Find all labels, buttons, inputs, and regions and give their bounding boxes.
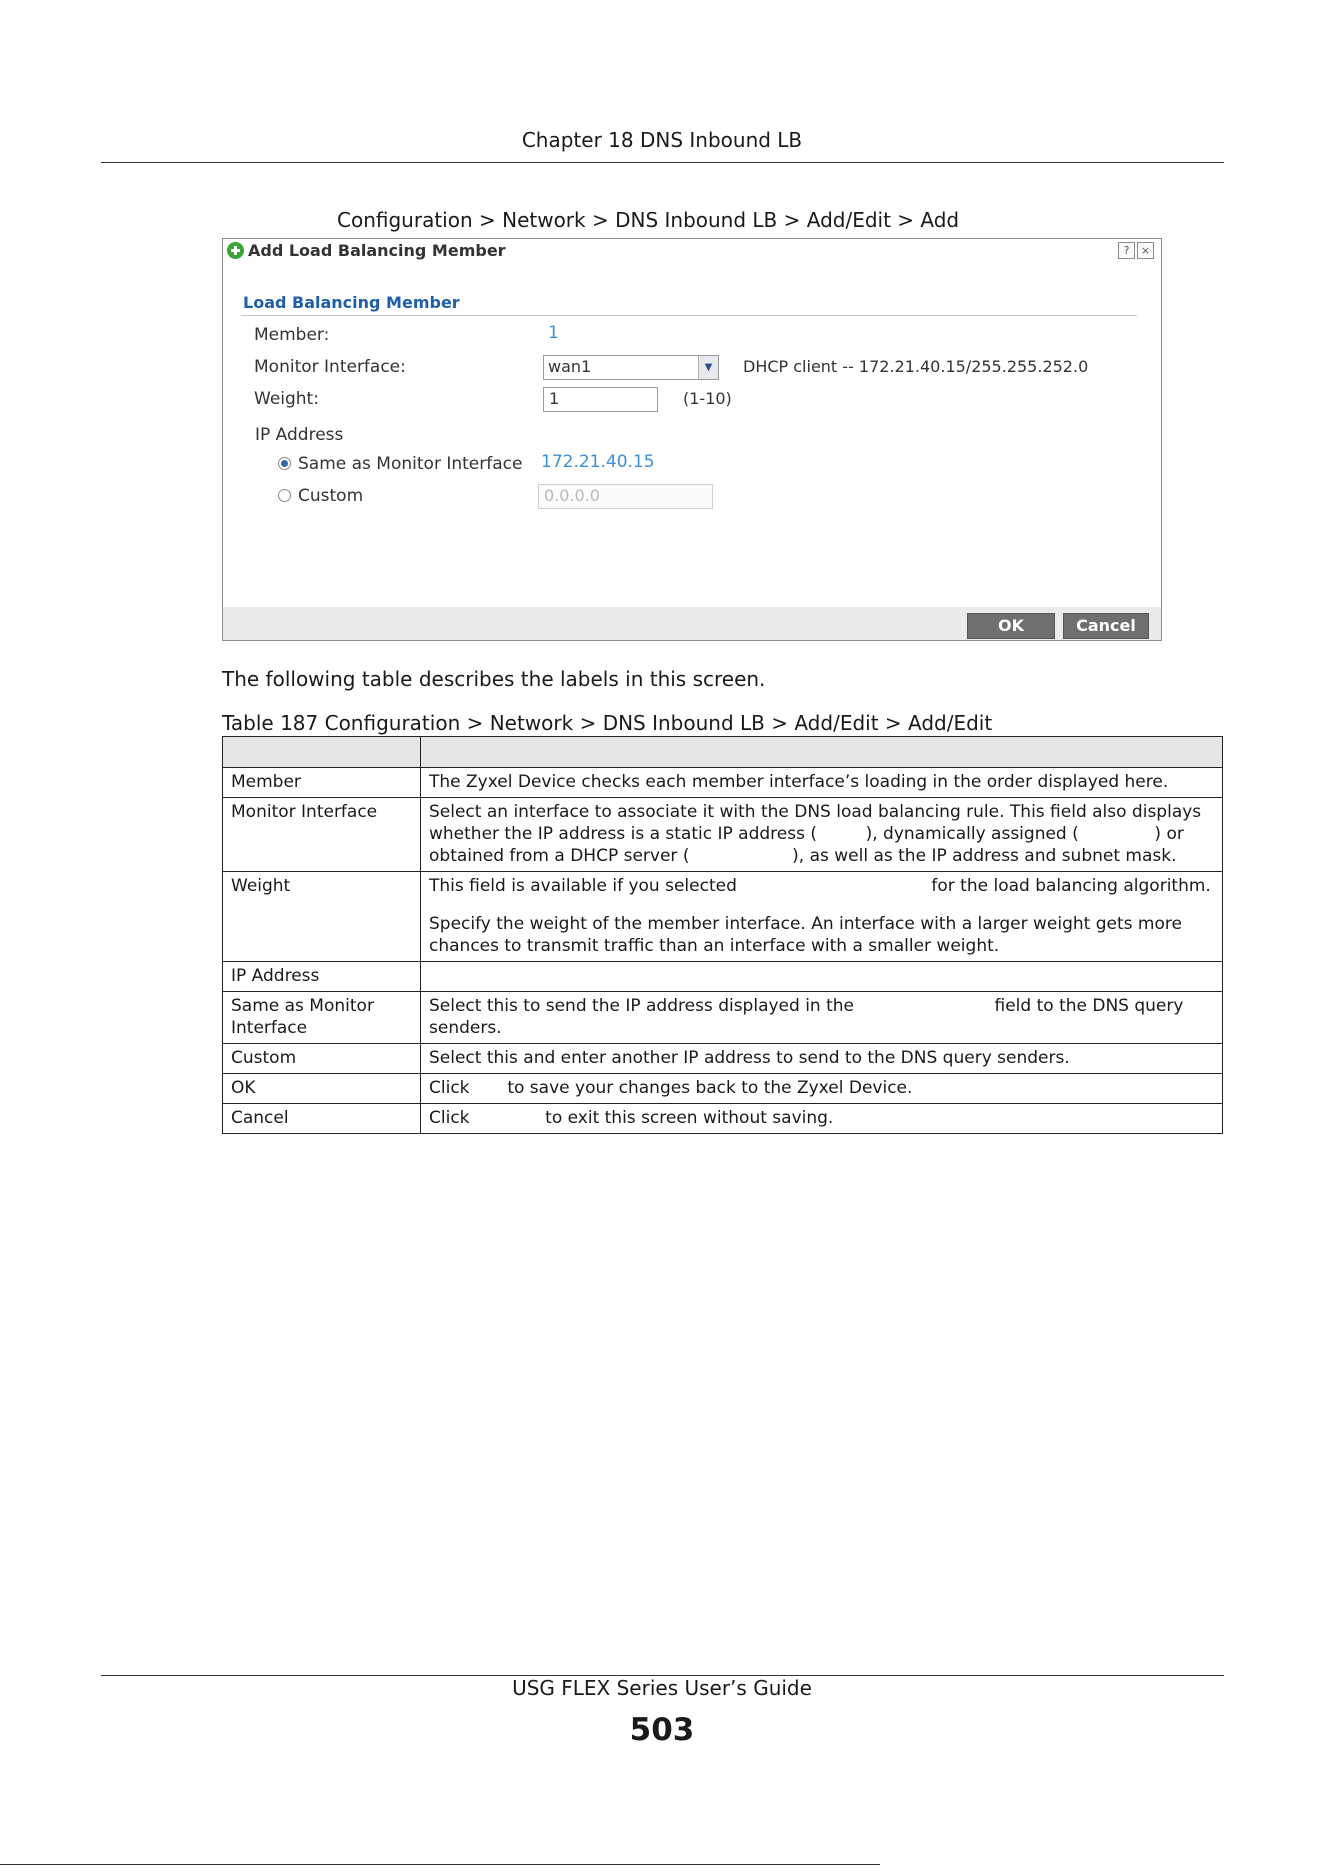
table-header-cell <box>223 737 421 768</box>
row-label: Custom <box>223 1044 421 1074</box>
header-divider <box>101 162 1224 163</box>
row-description <box>421 1044 1223 1074</box>
custom-label: Custom <box>298 486 364 506</box>
description-paragraph: Select an interface to associate it with the DNS load balancing rule. This field also displays whether the IP address is a static IP address ( ), dynamically assigned ( ) or obtained from a DHCP server ( ), as well as the IP address and subnet mask. <box>429 802 1207 866</box>
dialog-title: Add Load Balancing Member <box>248 241 506 260</box>
ok-button[interactable]: OK <box>967 613 1055 639</box>
row-description <box>421 1104 1223 1134</box>
weight-range-hint: (1-10) <box>683 389 732 408</box>
row-label: Same as Monitor Interface <box>223 992 421 1044</box>
row-label: Weight <box>223 872 421 962</box>
description-paragraph: Click to save your changes back to the Zyxel Device. <box>429 1078 913 1098</box>
row-description <box>421 992 1223 1044</box>
section-heading: Load Balancing Member <box>243 293 460 312</box>
table-row <box>223 1104 1223 1134</box>
description-paragraph: The Zyxel Device checks each member interface’s loading in the order displayed here. <box>429 772 1169 792</box>
table-row <box>223 768 1223 798</box>
page-number: 503 <box>629 1712 695 1748</box>
table-row <box>223 992 1223 1044</box>
cancel-button[interactable]: Cancel <box>1063 613 1149 639</box>
monitor-interface-info: DHCP client -- 172.21.40.15/255.255.252.0 <box>743 357 1089 376</box>
member-label: Member: <box>254 325 330 345</box>
ip-address-label: IP Address <box>255 425 344 445</box>
weight-input[interactable] <box>543 387 658 412</box>
dialog-title-bar <box>227 241 506 260</box>
add-load-balancing-member-dialog <box>222 238 1162 641</box>
description-table <box>222 736 1223 1134</box>
monitor-interface-select[interactable] <box>543 355 719 380</box>
description-paragraph: Select this to send the IP address displayed in the field to the DNS query senders. <box>429 996 1189 1038</box>
table-row <box>223 798 1223 872</box>
description-paragraph: This field is available if you selected for the load balancing algorithm. <box>429 876 1211 896</box>
chevron-down-icon[interactable]: ▼ <box>698 356 718 379</box>
row-label: IP Address <box>223 962 421 992</box>
row-description <box>421 768 1223 798</box>
custom-ip-placeholder: 0.0.0.0 <box>544 486 600 505</box>
add-icon <box>227 242 244 259</box>
guide-title: USG FLEX Series User’s Guide <box>512 1676 812 1700</box>
row-label: Member <box>223 768 421 798</box>
table-row <box>223 1044 1223 1074</box>
row-label: Cancel <box>223 1104 421 1134</box>
description-paragraph: Click to exit this screen without saving. <box>429 1108 834 1128</box>
table-row <box>223 962 1223 992</box>
same-as-monitor-label: Same as Monitor Interface <box>298 454 523 474</box>
weight-input-value: 1 <box>549 389 560 408</box>
table-row <box>223 1074 1223 1104</box>
monitor-interface-label: Monitor Interface: <box>254 357 406 377</box>
description-paragraph: Specify the weight of the member interface. An interface with a larger weight gets more chances to transmit traffic than an interface with a smaller weight. <box>429 914 1188 956</box>
close-icon[interactable]: × <box>1137 242 1154 259</box>
table-header-row <box>223 737 1223 768</box>
figure-caption: Configuration > Network > DNS Inbound LB > Add/Edit > Add <box>337 208 960 232</box>
table-row <box>223 872 1223 962</box>
custom-radio[interactable] <box>278 489 291 502</box>
help-icon[interactable]: ? <box>1118 242 1135 259</box>
same-as-monitor-radio[interactable] <box>278 457 291 470</box>
description-paragraph: Select this and enter another IP address to send to the DNS query senders. <box>429 1048 1070 1068</box>
table-caption: Table 187 Configuration > Network > DNS Inbound LB > Add/Edit > Add/Edit <box>222 711 993 735</box>
table-header-cell <box>421 737 1223 768</box>
row-description <box>421 962 1223 992</box>
weight-label: Weight: <box>254 389 319 409</box>
custom-ip-input[interactable] <box>538 484 713 509</box>
row-description <box>421 1074 1223 1104</box>
monitor-interface-value: wan1 <box>548 357 592 376</box>
member-value: 1 <box>548 323 559 343</box>
description-paragraph <box>429 965 1214 987</box>
page-edge-line <box>0 1864 880 1865</box>
same-as-monitor-ip: 172.21.40.15 <box>541 452 655 472</box>
row-label: Monitor Interface <box>223 798 421 872</box>
row-label: OK <box>223 1074 421 1104</box>
row-description <box>421 798 1223 872</box>
chapter-title: Chapter 18 DNS Inbound LB <box>521 128 803 152</box>
intro-text: The following table describes the labels in this screen. <box>222 667 766 691</box>
row-description <box>421 872 1223 962</box>
section-divider <box>241 315 1137 316</box>
